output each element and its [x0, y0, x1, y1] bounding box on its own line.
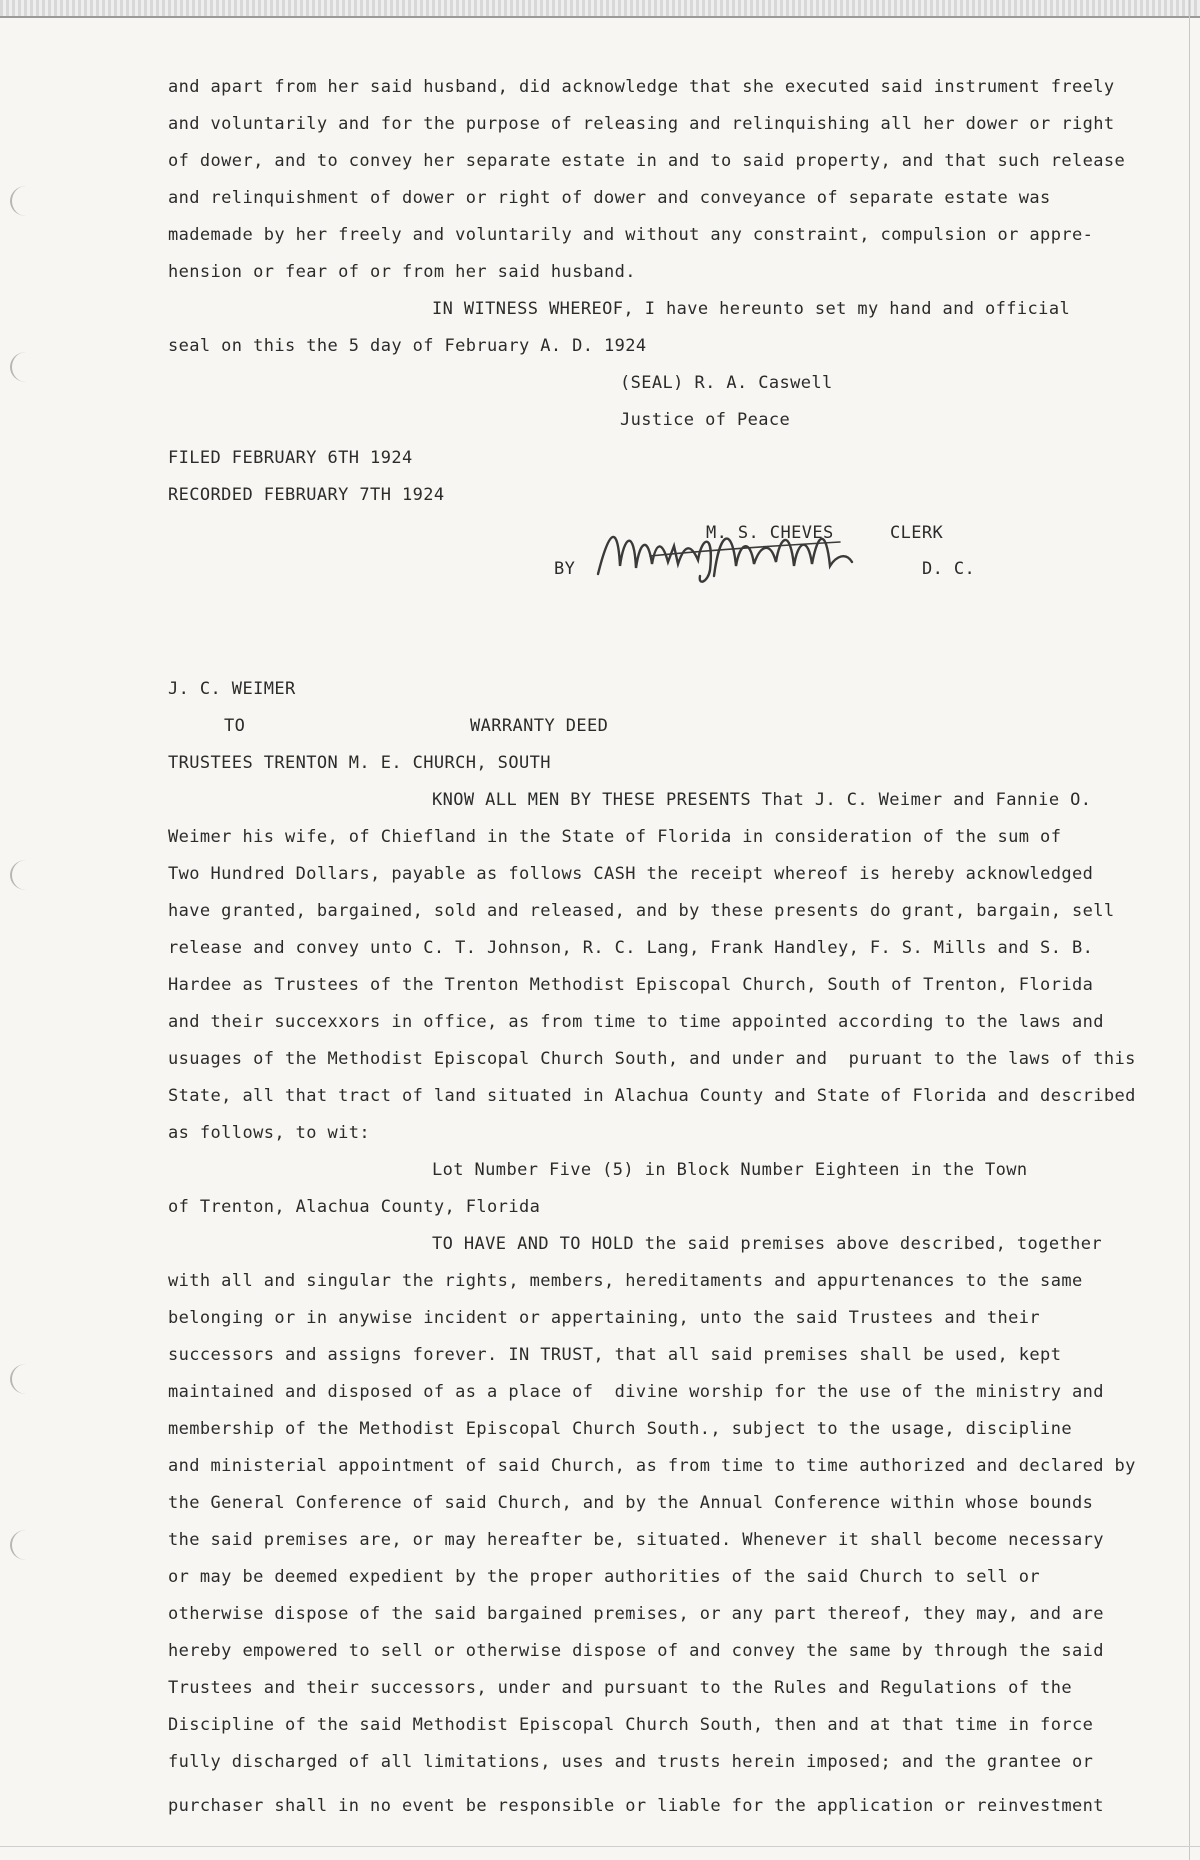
page-top-border — [0, 0, 1200, 18]
text-line: have granted, bargained, sold and released, and by these presents do grant, bargain, sell — [168, 901, 1115, 921]
text-line: membership of the Methodist Episcopal Church South., subject to the usage, discipline — [168, 1419, 1072, 1439]
text-line: belonging or in anywise incident or appertaining, unto the said Trustees and their — [168, 1308, 1041, 1328]
text-line: the General Conference of said Church, and by the Annual Conference within whose bounds — [168, 1493, 1094, 1513]
text-line: as follows, to wit: — [168, 1123, 371, 1143]
text-line: KNOW ALL MEN BY THESE PRESENTS That J. C. Weimer and Fannie O. — [432, 790, 1092, 810]
binder-hole-mark — [10, 1530, 42, 1560]
text-line: and voluntarily and for the purpose of releasing and relinquishing all her dower or right — [168, 114, 1115, 134]
text-line: usuages of the Methodist Episcopal Church South, and under and puruant to the laws of this — [168, 1049, 1136, 1069]
deputy-title: D. C. — [922, 559, 976, 579]
binder-hole-mark — [10, 860, 42, 890]
text-line: hereby empowered to sell or otherwise dispose of and convey the same by through the said — [168, 1641, 1104, 1661]
text-line: otherwise dispose of the said bargained premises, or any part thereof, they may, and are — [168, 1604, 1104, 1624]
text-line: and their succexxors in office, as from time to time appointed according to the laws and — [168, 1012, 1104, 1032]
text-line: Hardee as Trustees of the Trenton Methodist Episcopal Church, South of Trenton, Florida — [168, 975, 1094, 995]
text-line: and relinquishment of dower or right of dower and conveyance of separate estate was — [168, 188, 1051, 208]
text-line: State, all that tract of land situated in Alachua County and State of Florida and described — [168, 1086, 1136, 1106]
text-line: release and convey unto C. T. Johnson, R. C. Lang, Frank Handley, F. S. Mills and S. B. — [168, 938, 1094, 958]
text-line: Two Hundred Dollars, payable as follows CASH the receipt whereof is hereby acknowledged — [168, 864, 1094, 884]
signature-area — [550, 516, 910, 606]
text-line: purchaser shall in no event be responsible or liable for the application or reinvestment — [168, 1796, 1104, 1816]
text-line: hension or fear of or from her said husband. — [168, 262, 636, 282]
recorded-date: RECORDED FEBRUARY 7TH 1924 — [168, 485, 445, 505]
clerk-title: CLERK — [890, 523, 944, 543]
filed-date: FILED FEBRUARY 6TH 1924 — [168, 448, 413, 468]
binder-hole-mark — [10, 1364, 42, 1394]
to-label: TO — [224, 716, 246, 736]
text-line: successors and assigns forever. IN TRUST, that all said premises shall be used, kept — [168, 1345, 1062, 1365]
text-line: and ministerial appointment of said Church, as from time to time authorized and declared by — [168, 1456, 1136, 1476]
page-bottom-edge — [0, 1846, 1200, 1853]
text-line: and apart from her said husband, did acknowledge that she executed said instrument freely — [168, 77, 1115, 97]
lot-description: of Trenton, Alachua County, Florida — [168, 1197, 541, 1217]
text-line: with all and singular the rights, members, hereditaments and appurtenances to the same — [168, 1271, 1083, 1291]
text-line: mademade by her freely and voluntarily and without any constraint, compulsion or appre- — [168, 225, 1094, 245]
binder-hole-mark — [10, 352, 42, 382]
text-line: fully discharged of all limitations, uses and trusts herein imposed; and the grantee or — [168, 1752, 1094, 1772]
text-line: of dower, and to convey her separate estate in and to said property, and that such release — [168, 151, 1126, 171]
grantee-name: TRUSTEES TRENTON M. E. CHURCH, SOUTH — [168, 753, 551, 773]
lot-description: Lot Number Five (5) in Block Number Eighteen in the Town — [432, 1160, 1028, 1180]
text-line: Discipline of the said Methodist Episcopal Church South, then and at that time in force — [168, 1715, 1094, 1735]
text-line: maintained and disposed of as a place of divine worship for the use of the ministry and — [168, 1382, 1104, 1402]
page-edge — [1189, 0, 1200, 1860]
text-line: or may be deemed expedient by the proper authorities of the said Church to sell or — [168, 1567, 1041, 1587]
handwritten-signature — [590, 516, 890, 596]
clerk-name: M. S. CHEVES — [706, 523, 834, 543]
deed-type: WARRANTY DEED — [470, 716, 609, 736]
text-line: Weimer his wife, of Chiefland in the State of Florida in consideration of the sum of — [168, 827, 1062, 847]
grantor-name: J. C. WEIMER — [168, 679, 296, 699]
by-label: BY — [554, 559, 576, 579]
witness-line: IN WITNESS WHEREOF, I have hereunto set my hand and official — [432, 299, 1071, 319]
text-line: the said premises are, or may hereafter be, situated. Whenever it shall become necessary — [168, 1530, 1104, 1550]
seal-title: Justice of Peace — [620, 410, 791, 430]
binder-hole-mark — [10, 186, 42, 216]
text-line: Trustees and their successors, under and pursuant to the Rules and Regulations of the — [168, 1678, 1072, 1698]
seal-signature: (SEAL) R. A. Caswell — [620, 373, 833, 393]
text-line: TO HAVE AND TO HOLD the said premises above described, together — [432, 1234, 1102, 1254]
seal-date-line: seal on this the 5 day of February A. D. 1924 — [168, 336, 647, 356]
